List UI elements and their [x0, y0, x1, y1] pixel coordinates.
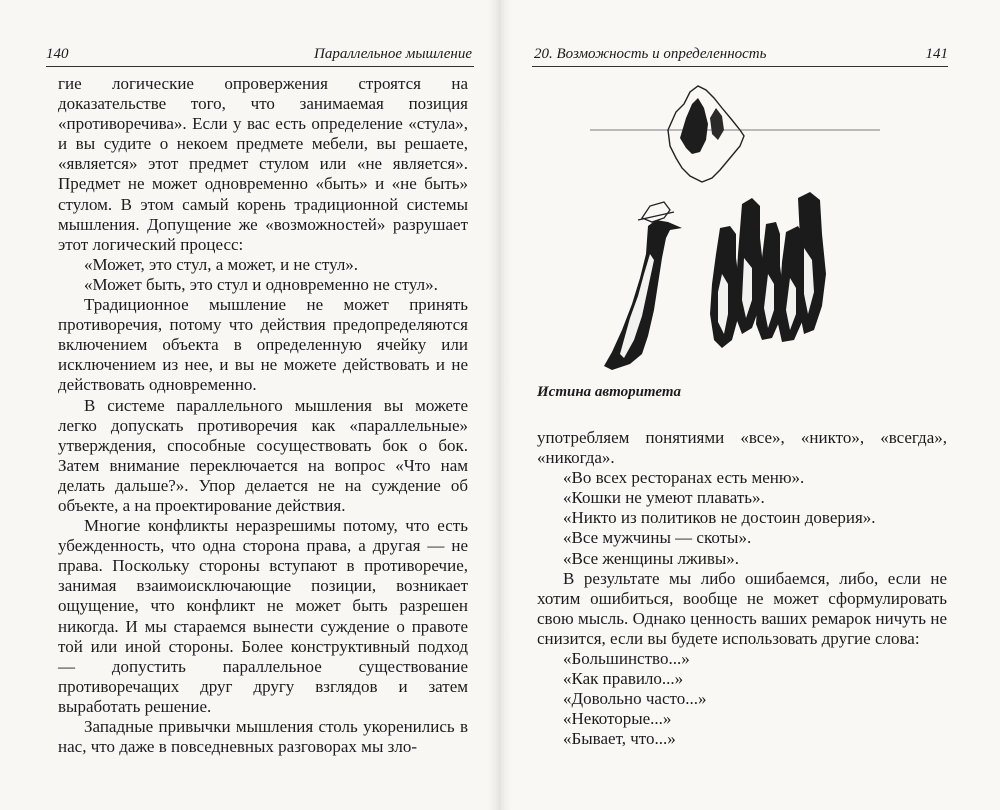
- quote-line: «Довольно часто...»: [563, 689, 707, 709]
- quote-line: «Может, это стул, а может, и не стул».: [84, 254, 359, 274]
- quote-line: «Никто из политиков не достоин доверия».: [563, 508, 876, 528]
- left-body-text: [58, 74, 468, 757]
- paragraph: Традиционное мышление не может принять противоречия, потому что действия предопределяются включением объекта в определенную ячейку или исключением из нее, и вы не можете действовать и не действовать одновременно.: [58, 295, 468, 395]
- iceberg-shadow: [680, 98, 708, 154]
- iceberg-shadow: [710, 108, 724, 140]
- lead-penguin: [604, 202, 682, 370]
- quote-line: «Во всех ресторанах есть меню».: [563, 468, 805, 488]
- left-running-head: [46, 42, 474, 67]
- quote-line: «Некоторые...»: [563, 709, 672, 729]
- book-gutter: [488, 0, 512, 810]
- paragraph: В результате мы либо ошибаемся, либо, если не хотим ошибиться, вообще не может сформулировать свою мысль. Однако ценность ваших ремарок ничуть не снизится, если вы будете использовать другие слова:: [537, 568, 947, 648]
- quote-line: «Бывает, что...»: [563, 729, 676, 749]
- quote-line: «Большинство...»: [563, 649, 690, 669]
- right-running-title: 20. Возможность и определенность: [534, 46, 767, 62]
- penguin-group: [710, 192, 826, 348]
- figure-caption: Истина авторитета: [537, 384, 682, 400]
- paragraph: В системе параллельного мышления вы можете легко допускать противоречия как «параллельные» утверждения, способные сосуществовать бок о бок. Затем внимание переключается на вопрос «Что нам делать дальше?». Упор делается не на суждение об объекте, а на проектирование действия.: [58, 395, 468, 515]
- right-body-text: [537, 428, 947, 750]
- left-running-title: Параллельное мышление: [313, 46, 472, 62]
- quote-line: «Как правило...»: [563, 669, 684, 689]
- quote-line: «Все женщины лживы».: [563, 548, 740, 568]
- quote-line: «Может быть, это стул и одновременно не стул».: [84, 274, 438, 294]
- quote-line: «Все мужчины — скоты».: [563, 528, 752, 548]
- paragraph: гие логические опровержения строятся на доказательстве того, что занимаемая позиция «противоречива». Если у вас есть определение «стула», и вы судите о некоем предмете мебели, вы решаете, «является» этот предмет стулом или «не является». Предмет не может одновременно «быть» и «не быть» стулом. В этом самый корень традиционной системы мышления. Допущение же «возможностей» разрушает этот логический процесс:: [58, 74, 468, 254]
- paragraph: Многие конфликты неразрешимы потому, что есть убежденность, что одна сторона права, а другая — не права. Поскольку стороны вступают в противоречие, занимая взаимоисключающие позиции, возникает ощущение, что конфликт не может быть разрешен никогда. И мы стараемся вынести суждение о правоте той или иной стороны. Более конструктивный подход — допустить параллельное существование противоречащих друг другу взглядов и затем выработать решение.: [58, 516, 468, 716]
- penguins-illustration: [590, 78, 880, 378]
- paragraph: Западные привычки мышления столь укоренились в нас, что даже в повседневных разговорах мы зло-: [58, 717, 468, 757]
- left-page-number: 140: [46, 46, 69, 62]
- right-page-number: 141: [925, 46, 948, 62]
- right-running-head: [532, 42, 948, 67]
- paragraph: употребляем понятиями «все», «никто», «всегда», «никогда».: [537, 428, 947, 468]
- quote-line: «Кошки не умеют плавать».: [563, 488, 765, 508]
